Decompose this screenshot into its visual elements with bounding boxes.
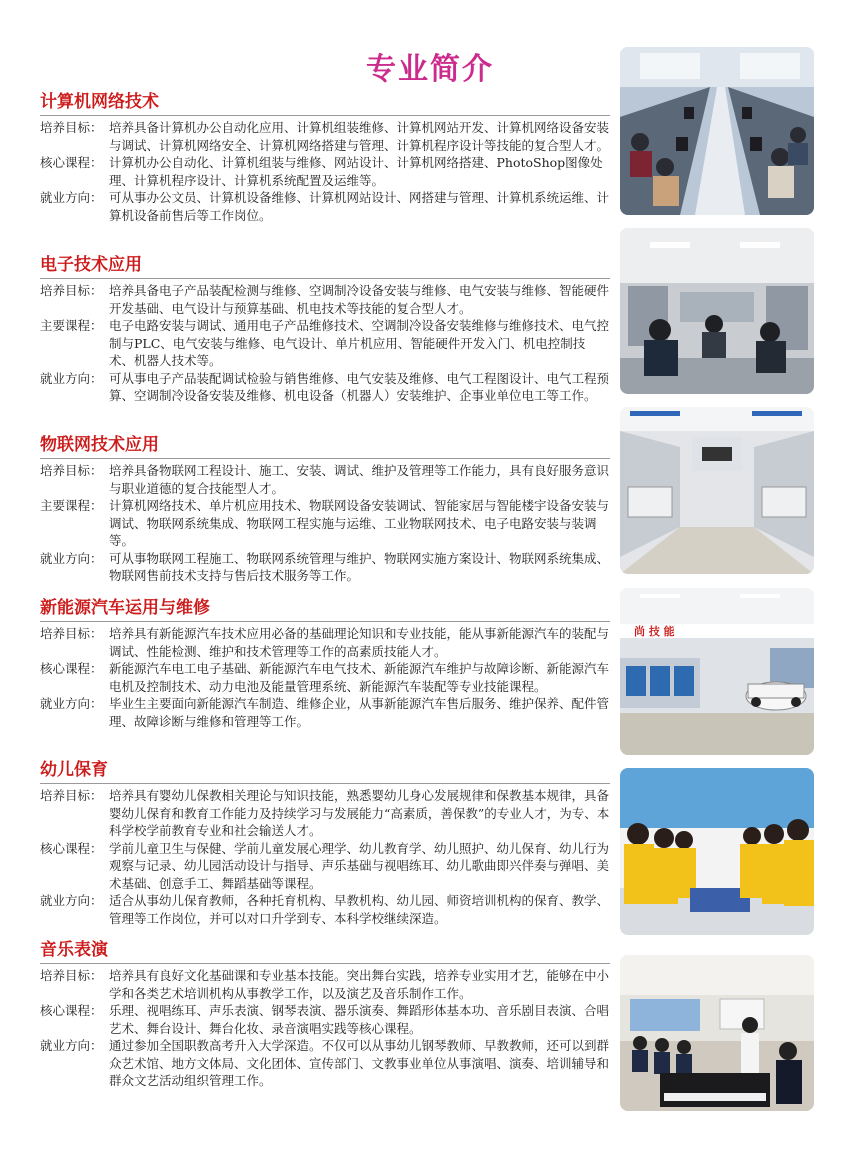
row-label: 就业方向： xyxy=(40,696,103,711)
section-title: 物联网技术应用 xyxy=(40,435,159,455)
row-label: 培养目标： xyxy=(40,788,103,803)
section-row xyxy=(40,550,610,585)
section-divider xyxy=(40,783,610,784)
section-row xyxy=(40,892,610,927)
section-row xyxy=(40,840,610,893)
section-row xyxy=(40,1002,610,1037)
music-classroom-illustration xyxy=(620,955,814,1111)
section-divider xyxy=(40,278,610,279)
row-label: 就业方向： xyxy=(40,190,103,205)
page-title: 专业简介 xyxy=(366,52,494,87)
row-label: 培养目标： xyxy=(40,626,103,641)
row-label: 就业方向： xyxy=(40,1038,103,1053)
row-label: 就业方向： xyxy=(40,893,103,908)
photo-childcare-students xyxy=(620,768,814,935)
section-row xyxy=(40,695,610,730)
row-text: 学前儿童卫生与保健、学前儿童发展心理学、幼儿教育学、幼儿照护、幼儿保育、幼儿行为观察与记录、幼儿园活动设计与指导、声乐基础与视唱练耳、幼儿歌曲即兴伴奏与弹唱、美术基础、创意手工、舞蹈基础等课程。 xyxy=(109,840,610,891)
row-text: 培养具备电子产品装配检测与维修、空调制冷设备安装与维修、电气安装与维修、智能硬件开发基础、电气设计与预算基础、机电技术等技能的复合型人才。 xyxy=(109,283,610,316)
photo-computer-lab xyxy=(620,47,814,215)
row-text: 计算机网络技术、单片机应用技术、物联网设备安装调试、智能家居与智能楼宇设备安装与调试、物联网系统集成、物联网工程实施与运维、工业物联网技术、电子电路安装与装调等。 xyxy=(109,498,610,548)
section-divider xyxy=(40,621,610,622)
row-label: 培养目标： xyxy=(40,463,103,478)
section-divider xyxy=(40,963,610,964)
section-title: 电子技术应用 xyxy=(40,255,142,275)
computer-lab-illustration xyxy=(620,47,814,215)
section-computer-network xyxy=(40,90,610,224)
row-label: 主要课程： xyxy=(40,318,103,333)
section-row xyxy=(40,967,610,1002)
section-title: 新能源汽车运用与维修 xyxy=(40,598,210,618)
row-text: 适合从事幼儿保育教师，各种托育机构、早教机构、幼儿园、师资培训机构的保育、教学、管理等工作岗位，并可以对口升学到专、本科学校继续深造。 xyxy=(109,893,610,926)
photo-iot-lab xyxy=(620,407,814,574)
row-label: 培养目标： xyxy=(40,283,103,298)
row-text: 电子电路安装与调试、通用电子产品维修技术、空调制冷设备安装维修与维修技术、电气控制与PLC、电气安装与维修、电气设计、单片机应用、智能硬件开发入门、机电控制技术、机器人技术等。 xyxy=(109,318,610,368)
row-text: 乐理、视唱练耳、声乐表演、钢琴表演、器乐演奏、舞蹈形体基本功、音乐剧目表演、合唱艺术、舞台设计、舞台化妆、录音演唱实践等核心课程。 xyxy=(109,1003,610,1036)
ev-lab-sign: 尚 技 能 xyxy=(634,625,675,638)
row-text: 培养具备物联网工程设计、施工、安装、调试、维护及管理等工作能力，具有良好服务意识与职业道德的复合技能型人才。 xyxy=(109,463,610,496)
row-text: 通过参加全国职教高考升入大学深造。不仅可以从事幼儿钢琴教师、早教教师，还可以到群众艺术馆、地方文体局、文化团体、宣传部门、文教事业单位从事演唱、演奏、培训辅导和群众文艺活动组织管理工作。 xyxy=(109,1038,610,1088)
section-new-energy-vehicle xyxy=(40,596,610,730)
ev-lab-illustration xyxy=(620,588,814,755)
section-row xyxy=(40,119,610,154)
electronics-lab-illustration xyxy=(620,228,814,394)
row-text: 毕业生主要面向新能源汽车制造、维修企业，从事新能源汽车售后服务、维护保养、配件管理、故障诊断与维修和管理等工作。 xyxy=(109,696,610,729)
row-text: 培养具有良好文化基础课和专业基本技能。突出舞台实践，培养专业实用才艺，能够在中小学和各类艺术培训机构从事教学工作，以及演艺及音乐制作工作。 xyxy=(109,968,610,1001)
row-label: 核心课程： xyxy=(40,1003,103,1018)
row-label: 就业方向： xyxy=(40,550,103,566)
row-text: 可从事办公文员、计算机设备维修、计算机网站设计、网搭建与管理、计算机系统运维、计算机设备前售后等工作岗位。 xyxy=(109,190,610,223)
section-row xyxy=(40,787,610,840)
row-text: 可从事物联网工程施工、物联网系统管理与维护、物联网实施方案设计、物联网系统集成、物联网售前技术支持与售后技术服务等工作。 xyxy=(109,550,610,583)
section-title: 计算机网络技术 xyxy=(40,92,159,112)
section-row xyxy=(40,282,610,317)
row-label: 培养目标： xyxy=(40,968,103,983)
row-label: 主要课程： xyxy=(40,498,103,513)
row-text: 新能源汽车电工电子基础、新能源汽车电气技术、新能源汽车维护与故障诊断、新能源汽车电机及控制技术、动力电池及能量管理系统、新能源汽车装配等专业技能课程。 xyxy=(109,661,610,694)
row-text: 可从事电子产品装配调试检验与销售维修、电气安装及维修、电气工程图设计、电气工程预算、空调制冷设备安装及维修、机电设备（机器人）安装维护、企事业单位电工等工作。 xyxy=(109,370,610,403)
row-label: 培养目标： xyxy=(40,120,103,135)
iot-lab-illustration xyxy=(620,407,814,574)
section-title: 音乐表演 xyxy=(40,940,108,960)
childcare-illustration xyxy=(620,768,814,935)
row-label: 核心课程： xyxy=(40,661,103,676)
photo-ev-lab xyxy=(620,588,814,755)
row-label: 核心课程： xyxy=(40,155,103,170)
section-music-performance xyxy=(40,938,610,1090)
section-iot xyxy=(40,433,610,585)
row-label: 核心课程： xyxy=(40,840,103,856)
row-text: 培养具有新能源汽车技术应用必备的基础理论知识和专业技能，能从事新能源汽车的装配与调试、性能检测、维护和技术管理等工作的高素质技能人才。 xyxy=(109,626,610,659)
section-childcare xyxy=(40,758,610,927)
section-row xyxy=(40,370,610,405)
section-electronics xyxy=(40,253,610,405)
section-row xyxy=(40,189,610,224)
photo-electronics-lab xyxy=(620,228,814,394)
section-row xyxy=(40,317,610,370)
section-row xyxy=(40,625,610,660)
section-row xyxy=(40,497,610,550)
photo-music-classroom xyxy=(620,955,814,1111)
row-text: 计算机办公自动化、计算机组装与维修、网站设计、计算机网络搭建、PhotoShop图像处理、计算机程序设计、计算机系统配置及运维等。 xyxy=(109,155,603,188)
section-divider xyxy=(40,115,610,116)
section-title: 幼儿保育 xyxy=(40,760,108,780)
section-divider xyxy=(40,458,610,459)
row-label: 就业方向： xyxy=(40,370,103,386)
section-row xyxy=(40,154,610,189)
section-row xyxy=(40,660,610,695)
section-row xyxy=(40,1037,610,1090)
row-text: 培养具有婴幼儿保教相关理论与知识技能，熟悉婴幼儿身心发展规律和保教基本规律，具备婴幼儿保育和教育工作能力及持续学习与发展能力“高素质，善保教”的专业人才，为专、本科学校学前教育专业和社会输送人才。 xyxy=(109,788,610,838)
row-text: 培养具备计算机办公自动化应用、计算机组装维修、计算机网站开发、计算机网络设备安装与调试、计算机网络安全、计算机网络搭建与管理、计算机程序设计等技能的复合型人才。 xyxy=(109,120,610,153)
section-row xyxy=(40,462,610,497)
